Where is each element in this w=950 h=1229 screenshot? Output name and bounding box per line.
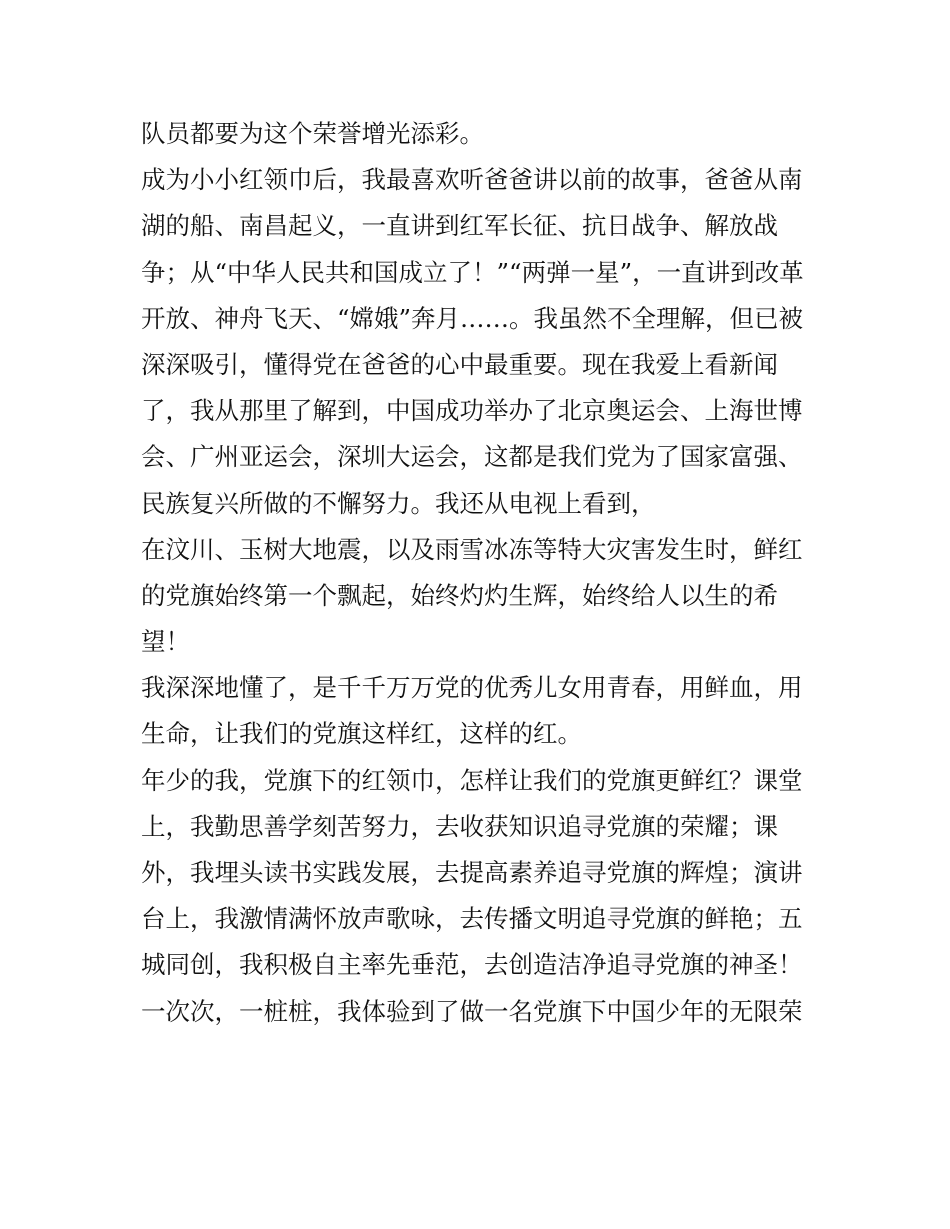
text-line: 生命，让我们的党旗这样红，这样的红。 bbox=[141, 719, 582, 749]
text-line: 外，我埋头读书实践发展，去提高素养追寻党旗的辉煌；演讲 bbox=[141, 858, 803, 887]
text-line: 深深吸引，懂得党在爸爸的心中最重要。现在我爱上看新闻 bbox=[141, 349, 778, 379]
text-line: 了，我从那里了解到，中国成功举办了北京奥运会、上海世博 bbox=[141, 396, 803, 426]
body-text bbox=[141, 111, 816, 1035]
text-line: 上，我勤思善学刻苦努力，去收获知识追寻党旗的荣耀；课 bbox=[141, 811, 778, 841]
text-line: 一次次，一桩桩，我体验到了做一名党旗下中国少年的无限荣 bbox=[141, 996, 803, 1026]
text-line: 湖的船、南昌起义，一直讲到红军长征、抗日战争、解放战 bbox=[141, 211, 778, 241]
text-line: 争；从“中华人民共和国成立了！”“两弹一星”，一直讲到改革 bbox=[141, 257, 804, 287]
text-line: 我深深地懂了，是千千万万党的优秀儿女用青春，用鲜血，用 bbox=[141, 673, 803, 703]
text-line: 城同创，我积极自主率先垂范，去创造洁净追寻党旗的神圣！ bbox=[141, 950, 803, 980]
text-line: 会、广州亚运会，深圳大运会，这都是我们党为了国家富强、 bbox=[141, 442, 803, 472]
text-line: 望！ bbox=[141, 627, 190, 657]
text-line: 队员都要为这个荣誉增光添彩。 bbox=[141, 119, 484, 148]
text-line: 的党旗始终第一个飘起，始终灼灼生辉，始终给人以生的希 bbox=[141, 580, 778, 610]
text-line: 台上，我激情满怀放声歌咏，去传播文明追寻党旗的鲜艳；五 bbox=[141, 904, 803, 934]
text-line: 在汶川、玉树大地震，以及雨雪冰冻等特大灾害发生时，鲜红 bbox=[141, 534, 803, 564]
text-line: 成为小小红领巾后，我最喜欢听爸爸讲以前的故事，爸爸从南 bbox=[141, 165, 803, 195]
text-line: 开放、神舟飞天、“嫦娥”奔月……。我虽然不全理解，但已被 bbox=[141, 303, 804, 333]
text-line: 民族复兴所做的不懈努力。我还从电视上看到， bbox=[141, 488, 656, 518]
text-line: 年少的我，党旗下的红领巾，怎样让我们的党旗更鲜红？课堂 bbox=[141, 765, 803, 795]
